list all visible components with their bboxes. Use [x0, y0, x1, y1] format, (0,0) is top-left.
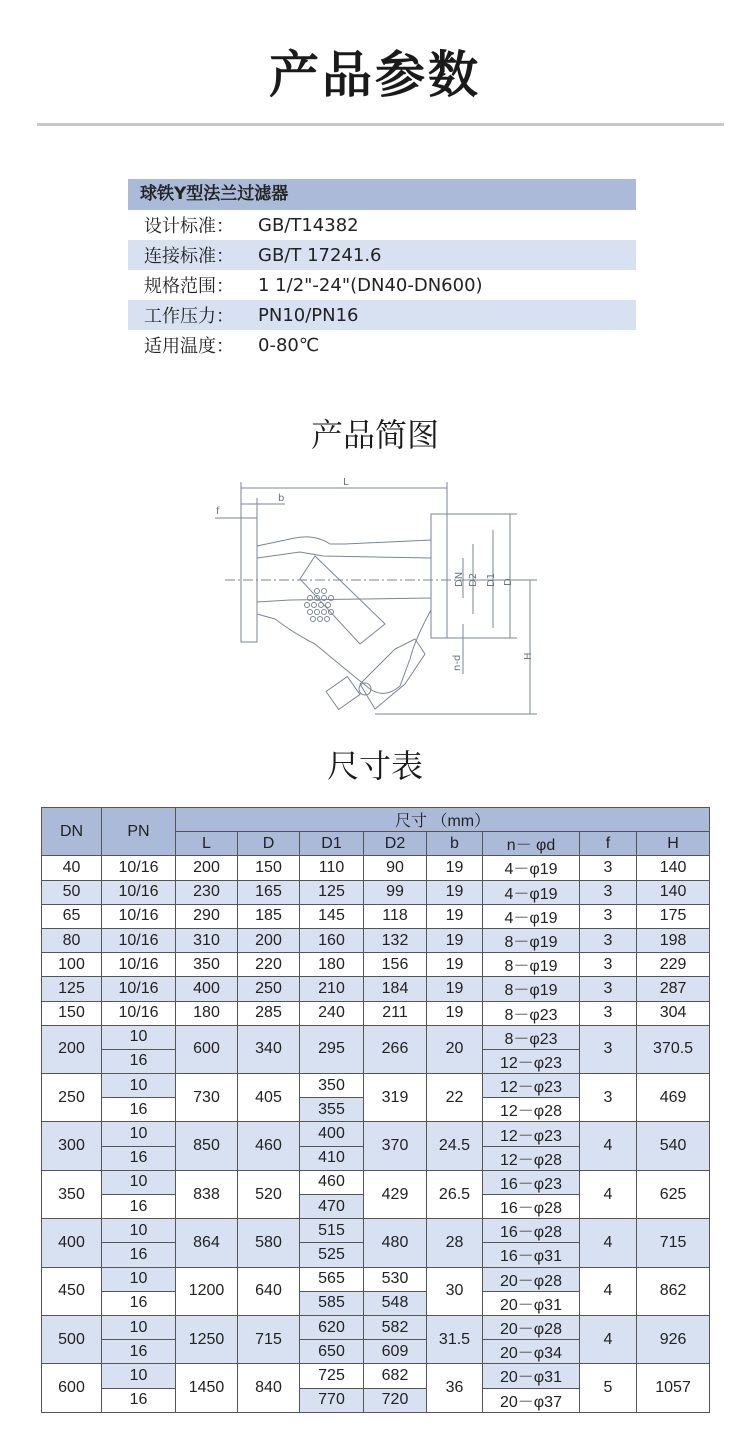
table-cell: 20－φ37 — [483, 1388, 580, 1412]
table-cell: 350 — [42, 1170, 102, 1218]
table-cell: 20－φ28 — [483, 1315, 580, 1339]
table-cell: 640 — [238, 1267, 300, 1315]
table-cell: 110 — [300, 856, 364, 880]
table-cell: 24.5 — [427, 1122, 483, 1170]
spec-row — [128, 240, 636, 270]
table-row — [42, 1364, 710, 1388]
table-row — [42, 1074, 710, 1098]
table-cell: 540 — [637, 1122, 710, 1170]
table-cell: 200 — [238, 928, 300, 952]
table-cell: 19 — [427, 904, 483, 928]
table-cell: 8－φ23 — [483, 1025, 580, 1049]
table-cell: 150 — [42, 1001, 102, 1025]
table-cell: 145 — [300, 904, 364, 928]
table-cell: 12－φ23 — [483, 1122, 580, 1146]
spec-row — [128, 210, 636, 240]
header-col: f — [580, 832, 637, 856]
table-cell: 185 — [238, 904, 300, 928]
table-cell: 19 — [427, 1001, 483, 1025]
strainer-drawing — [205, 474, 550, 724]
table-cell: 20 — [427, 1025, 483, 1073]
table-cell: 156 — [364, 953, 427, 977]
table-cell: 8－φ19 — [483, 953, 580, 977]
table-cell: 620 — [300, 1315, 364, 1339]
table-cell: 585 — [300, 1291, 364, 1315]
table-cell: 3 — [580, 904, 637, 928]
table-row — [42, 1122, 710, 1146]
table-cell: 10 — [102, 1315, 176, 1339]
spec-value: 1 1/2"-24"(DN40-DN600) — [258, 274, 483, 296]
table-cell: 355 — [300, 1098, 364, 1122]
table-cell: 285 — [238, 1001, 300, 1025]
table-cell: 10 — [102, 1364, 176, 1388]
table-cell: 16 — [102, 1291, 176, 1315]
table-cell: 99 — [364, 880, 427, 904]
label-DN: DN — [454, 571, 465, 587]
page-title: 产品参数 — [269, 46, 481, 104]
table-cell: 10 — [102, 1170, 176, 1194]
table-cell: 730 — [176, 1074, 238, 1122]
spec-label: 设计标准： — [144, 216, 234, 237]
table-cell: 30 — [427, 1267, 483, 1315]
label-D: D — [503, 578, 514, 586]
table-row — [42, 1267, 710, 1291]
header-col: D1 — [300, 832, 364, 856]
table-cell: 1200 — [176, 1267, 238, 1315]
table-cell: 469 — [637, 1074, 710, 1122]
table-cell: 118 — [364, 904, 427, 928]
table-cell: 650 — [300, 1340, 364, 1364]
table-cell: 132 — [364, 928, 427, 952]
table-cell: 12－φ28 — [483, 1098, 580, 1122]
table-cell: 4 — [580, 1219, 637, 1267]
table-cell: 290 — [176, 904, 238, 928]
spec-label: 适用温度： — [144, 336, 234, 357]
header-size: 尺寸 （mm） — [176, 808, 710, 832]
table-cell: 580 — [238, 1219, 300, 1267]
table-cell: 12－φ23 — [483, 1074, 580, 1098]
table-cell: 10/16 — [102, 928, 176, 952]
table-cell: 525 — [300, 1243, 364, 1267]
table-cell: 725 — [300, 1364, 364, 1388]
table-cell: 12－φ23 — [483, 1049, 580, 1073]
label-L: L — [343, 477, 349, 488]
table-cell: 220 — [238, 953, 300, 977]
table-cell: 10/16 — [102, 904, 176, 928]
table-cell: 515 — [300, 1219, 364, 1243]
table-cell: 10 — [102, 1074, 176, 1098]
table-cell: 715 — [238, 1315, 300, 1363]
table-cell: 240 — [300, 1001, 364, 1025]
table-cell: 609 — [364, 1340, 427, 1364]
table-cell: 3 — [580, 1074, 637, 1122]
table-cell: 16－φ23 — [483, 1170, 580, 1194]
table-cell: 565 — [300, 1267, 364, 1291]
spec-label: 工作压力： — [144, 306, 234, 327]
table-cell: 50 — [42, 880, 102, 904]
table-cell: 8－φ19 — [483, 977, 580, 1001]
table-cell: 10/16 — [102, 1001, 176, 1025]
spec-value: 0-80℃ — [258, 334, 320, 356]
table-cell: 600 — [176, 1025, 238, 1073]
spec-label: 连接标准： — [144, 246, 234, 267]
table-cell: 864 — [176, 1219, 238, 1267]
table-cell: 10 — [102, 1122, 176, 1146]
table-cell: 16 — [102, 1146, 176, 1170]
table-cell: 20－φ34 — [483, 1340, 580, 1364]
table-cell: 520 — [238, 1170, 300, 1218]
title-divider — [37, 123, 724, 126]
table-cell: 80 — [42, 928, 102, 952]
table-cell: 8－φ19 — [483, 928, 580, 952]
table-cell: 400 — [42, 1219, 102, 1267]
table-cell: 4－φ19 — [483, 856, 580, 880]
table-cell: 36 — [427, 1364, 483, 1412]
table-cell: 210 — [300, 977, 364, 1001]
table-cell: 230 — [176, 880, 238, 904]
dimension-table-body — [42, 808, 710, 1413]
table-cell: 400 — [300, 1122, 364, 1146]
table-cell: 10 — [102, 1267, 176, 1291]
table-cell: 8－φ23 — [483, 1001, 580, 1025]
table-cell: 4－φ19 — [483, 880, 580, 904]
table-cell: 10 — [102, 1025, 176, 1049]
table-cell: 16－φ31 — [483, 1243, 580, 1267]
table-cell: 400 — [176, 977, 238, 1001]
table-cell: 150 — [238, 856, 300, 880]
table-cell: 90 — [364, 856, 427, 880]
table-cell: 625 — [637, 1170, 710, 1218]
table-cell: 19 — [427, 880, 483, 904]
screen-holes — [305, 589, 334, 622]
table-cell: 926 — [637, 1315, 710, 1363]
table-cell: 500 — [42, 1315, 102, 1363]
table-cell: 300 — [42, 1122, 102, 1170]
table-cell: 140 — [637, 856, 710, 880]
table-section-title: 尺寸表 — [326, 747, 423, 785]
table-cell: 3 — [580, 977, 637, 1001]
table-cell: 19 — [427, 856, 483, 880]
table-cell: 20－φ31 — [483, 1291, 580, 1315]
table-cell: 460 — [238, 1122, 300, 1170]
table-cell: 319 — [364, 1074, 427, 1122]
header-col: D — [238, 832, 300, 856]
table-cell: 3 — [580, 928, 637, 952]
table-cell: 3 — [580, 856, 637, 880]
spec-row — [128, 270, 636, 300]
table-cell: 10/16 — [102, 880, 176, 904]
spec-product-name: 球铁Y型法兰过滤器 — [128, 179, 636, 210]
table-cell: 40 — [42, 856, 102, 880]
table-cell: 19 — [427, 953, 483, 977]
header-col: H — [637, 832, 710, 856]
table-cell: 20－φ28 — [483, 1267, 580, 1291]
spec-value: PN10/PN16 — [258, 304, 359, 326]
spec-row — [128, 300, 636, 330]
table-cell: 4－φ19 — [483, 904, 580, 928]
label-H: H — [523, 652, 534, 660]
table-cell: 200 — [176, 856, 238, 880]
table-cell: 350 — [176, 953, 238, 977]
table-cell: 16 — [102, 1388, 176, 1412]
table-cell: 12－φ28 — [483, 1146, 580, 1170]
table-cell: 310 — [176, 928, 238, 952]
table-cell: 125 — [42, 977, 102, 1001]
table-cell: 16 — [102, 1243, 176, 1267]
table-row — [42, 904, 710, 928]
table-cell: 4 — [580, 1315, 637, 1363]
table-cell: 160 — [300, 928, 364, 952]
spec-row — [128, 330, 636, 360]
spec-value: GB/T14382 — [258, 214, 359, 236]
table-row — [42, 1025, 710, 1049]
drawing-section-title: 产品简图 — [310, 416, 439, 454]
header-col: b — [427, 832, 483, 856]
table-cell: 229 — [637, 953, 710, 977]
table-cell: 184 — [364, 977, 427, 1001]
table-cell: 460 — [300, 1170, 364, 1194]
header-dn: DN — [42, 808, 102, 856]
table-cell: 4 — [580, 1267, 637, 1315]
table-cell: 340 — [238, 1025, 300, 1073]
table-cell: 450 — [42, 1267, 102, 1315]
label-f: f — [216, 506, 220, 517]
table-cell: 862 — [637, 1267, 710, 1315]
table-row — [42, 953, 710, 977]
header-col: D2 — [364, 832, 427, 856]
table-cell: 28 — [427, 1219, 483, 1267]
table-cell: 165 — [238, 880, 300, 904]
table-cell: 175 — [637, 904, 710, 928]
table-row — [42, 1219, 710, 1243]
table-row — [42, 1170, 710, 1194]
table-cell: 10/16 — [102, 856, 176, 880]
table-cell: 125 — [300, 880, 364, 904]
table-cell: 838 — [176, 1170, 238, 1218]
label-D2: D2 — [468, 572, 479, 587]
table-cell: 3 — [580, 1025, 637, 1073]
table-cell: 26.5 — [427, 1170, 483, 1218]
table-cell: 10/16 — [102, 953, 176, 977]
label-b: b — [278, 493, 285, 504]
label-nd: n-d — [452, 654, 463, 671]
spec-label: 规格范围： — [144, 276, 234, 297]
bottom-cap — [360, 639, 425, 709]
table-cell: 370.5 — [637, 1025, 710, 1073]
table-cell: 10 — [102, 1219, 176, 1243]
table-cell: 1450 — [176, 1364, 238, 1412]
table-cell: 31.5 — [427, 1315, 483, 1363]
table-cell: 65 — [42, 904, 102, 928]
drain-plug — [326, 677, 360, 710]
table-cell: 22 — [427, 1074, 483, 1122]
table-row — [42, 856, 710, 880]
table-cell: 405 — [238, 1074, 300, 1122]
table-cell: 250 — [238, 977, 300, 1001]
dimension-table — [41, 807, 710, 1413]
table-cell: 180 — [176, 1001, 238, 1025]
table-cell: 295 — [300, 1025, 364, 1073]
label-D1: D1 — [486, 572, 497, 587]
table-cell: 3 — [580, 1001, 637, 1025]
table-cell: 16 — [102, 1049, 176, 1073]
table-cell: 5 — [580, 1364, 637, 1412]
table-cell: 19 — [427, 928, 483, 952]
table-cell: 548 — [364, 1291, 427, 1315]
table-row — [42, 977, 710, 1001]
table-cell: 582 — [364, 1315, 427, 1339]
table-cell: 140 — [637, 880, 710, 904]
table-cell: 3 — [580, 953, 637, 977]
table-cell: 16－φ28 — [483, 1219, 580, 1243]
table-cell: 198 — [637, 928, 710, 952]
header-col: L — [176, 832, 238, 856]
table-row — [42, 928, 710, 952]
table-cell: 480 — [364, 1219, 427, 1267]
table-cell: 16－φ28 — [483, 1195, 580, 1219]
table-cell: 1250 — [176, 1315, 238, 1363]
table-cell: 16 — [102, 1195, 176, 1219]
table-cell: 16 — [102, 1098, 176, 1122]
table-cell: 4 — [580, 1122, 637, 1170]
table-cell: 4 — [580, 1170, 637, 1218]
table-cell: 350 — [300, 1074, 364, 1098]
spec-panel — [128, 179, 636, 360]
table-cell: 10/16 — [102, 977, 176, 1001]
table-cell: 370 — [364, 1122, 427, 1170]
table-cell: 429 — [364, 1170, 427, 1218]
header-col: n－ φd — [483, 832, 580, 856]
spec-value: GB/T 17241.6 — [258, 244, 382, 266]
table-cell: 850 — [176, 1122, 238, 1170]
table-cell: 720 — [364, 1388, 427, 1412]
table-cell: 200 — [42, 1025, 102, 1073]
table-cell: 770 — [300, 1388, 364, 1412]
table-cell: 530 — [364, 1267, 427, 1291]
table-cell: 600 — [42, 1364, 102, 1412]
table-row — [42, 1315, 710, 1339]
table-cell: 1057 — [637, 1364, 710, 1412]
table-cell: 16 — [102, 1340, 176, 1364]
table-cell: 304 — [637, 1001, 710, 1025]
table-cell: 682 — [364, 1364, 427, 1388]
header-pn: PN — [102, 808, 176, 856]
table-cell: 20－φ31 — [483, 1364, 580, 1388]
table-cell: 470 — [300, 1195, 364, 1219]
table-row — [42, 1001, 710, 1025]
body-outline — [257, 537, 431, 693]
table-cell: 211 — [364, 1001, 427, 1025]
table-header-row — [42, 808, 710, 832]
table-cell: 100 — [42, 953, 102, 977]
body-inner — [257, 552, 431, 602]
table-cell: 180 — [300, 953, 364, 977]
table-cell: 287 — [637, 977, 710, 1001]
table-cell: 3 — [580, 880, 637, 904]
table-cell: 266 — [364, 1025, 427, 1073]
table-cell: 840 — [238, 1364, 300, 1412]
right-flange — [431, 514, 447, 638]
table-row — [42, 880, 710, 904]
table-cell: 250 — [42, 1074, 102, 1122]
table-cell: 715 — [637, 1219, 710, 1267]
table-cell: 19 — [427, 977, 483, 1001]
table-cell: 410 — [300, 1146, 364, 1170]
